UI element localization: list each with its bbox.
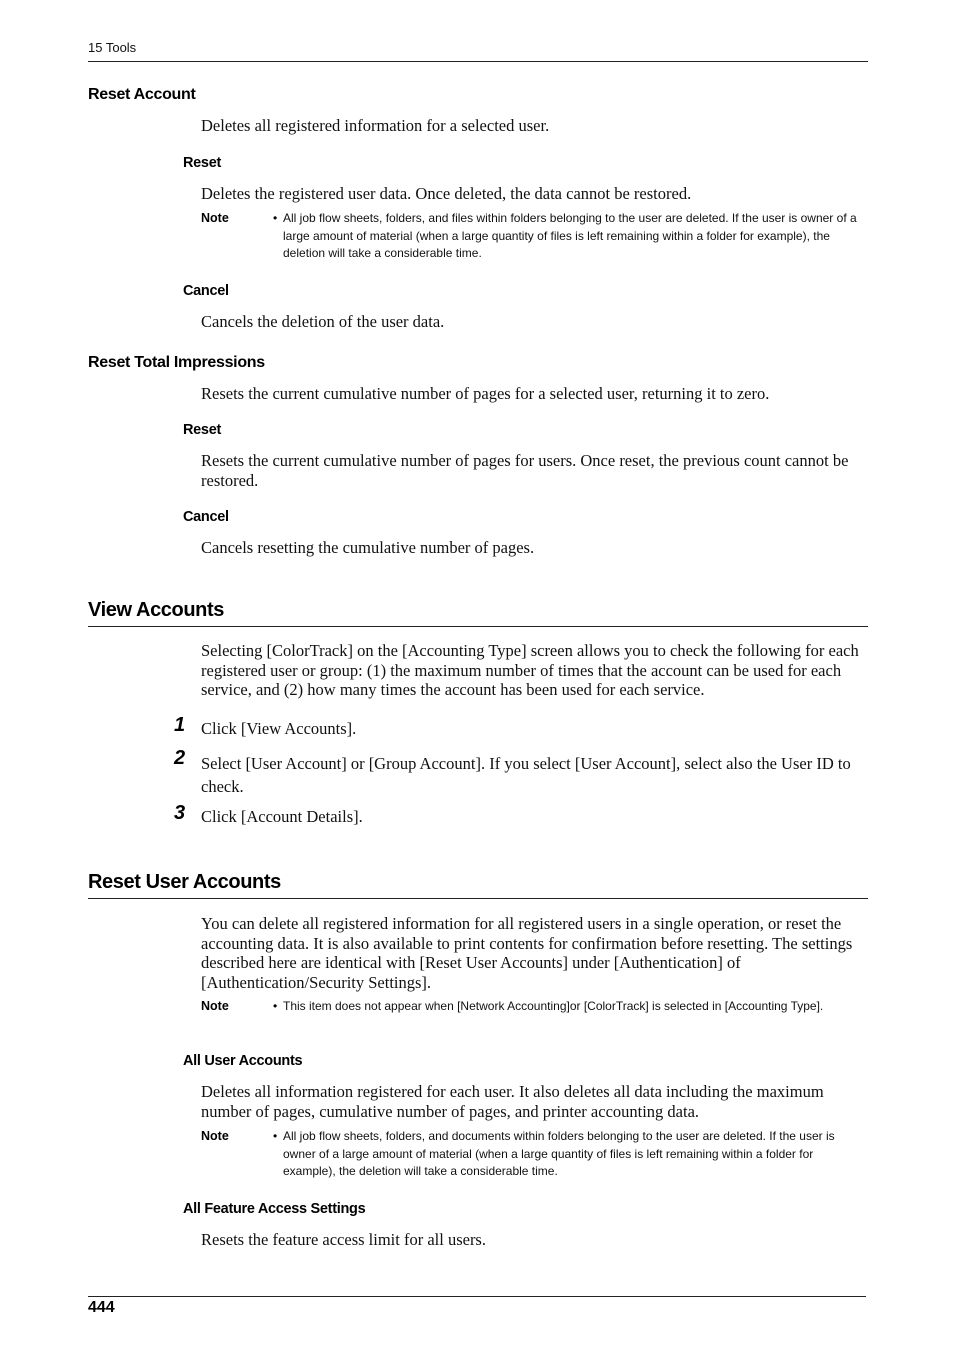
- note-label: Note: [201, 211, 229, 225]
- view-accounts-intro: Selecting [ColorTrack] on the [Accounting Type] screen allows you to check the following for each registered user or group: (1) the maximum number of times that the account can be used for each service, and (2) how many times the account has been used for each service.: [201, 641, 859, 699]
- running-header: 15 Tools: [88, 40, 868, 62]
- footer-rule: [88, 1296, 866, 1297]
- note-label: Note: [201, 1129, 229, 1143]
- note-bullet: •: [273, 211, 278, 225]
- all-feature-access-description: Resets the feature access limit for all users.: [201, 1230, 486, 1249]
- reset-description: Resets the current cumulative number of pages for users. Once reset, the previous count cannot be restored.: [201, 451, 849, 490]
- subheading-all-feature-access-settings: All Feature Access Settings: [183, 1201, 366, 1217]
- reset-description: Deletes the registered user data. Once deleted, the data cannot be restored.: [201, 184, 692, 203]
- reset-user-accounts-intro: You can delete all registered information for all registered users in a single operation, or reset the accounting data. It is also available to print contents for confirmation before resetting. The settings described here are identical with [Reset User Accounts] under [Authentication] of [Authentication/Security Settings].: [201, 914, 853, 992]
- all-user-accounts-description: Deletes all information registered for each user. It also deletes all data including the maximum number of pages, cumulative number of pages, and printer accounting data.: [201, 1082, 824, 1121]
- cancel-description: Cancels the deletion of the user data.: [201, 312, 445, 331]
- subheading-cancel: Cancel: [183, 283, 229, 299]
- note-text: All job flow sheets, folders, and documents within folders belonging to the user are deleted. If the user is owner of a large amount of material (when a large quantity of files is left remaining within a folder for example), the deletion will take a considerable time.: [283, 1129, 835, 1178]
- reset-account-description: Deletes all registered information for a selected user.: [201, 116, 550, 135]
- heading-reset-account: Reset Account: [88, 86, 196, 103]
- step-number: 2: [174, 747, 186, 769]
- step-number: 3: [174, 802, 186, 824]
- heading-view-accounts: View Accounts: [88, 599, 868, 627]
- reset-total-impressions-description: Resets the current cumulative number of pages for a selected user, returning it to zero.: [201, 384, 770, 403]
- note-label: Note: [201, 999, 229, 1013]
- heading-reset-total-impressions: Reset Total Impressions: [88, 354, 265, 371]
- subheading-reset: Reset: [183, 422, 221, 438]
- step-text: Click [View Accounts].: [201, 719, 357, 738]
- step-text: Click [Account Details].: [201, 807, 363, 826]
- note-text: This item does not appear when [Network Accounting]or [ColorTrack] is selected in [Accounting Type].: [283, 999, 824, 1013]
- note-bullet: •: [273, 1129, 278, 1143]
- subheading-all-user-accounts: All User Accounts: [183, 1053, 303, 1069]
- step-number: 1: [174, 714, 186, 736]
- subheading-cancel: Cancel: [183, 509, 229, 525]
- page-number: 444: [88, 1299, 115, 1316]
- subheading-reset: Reset: [183, 155, 221, 171]
- step-text: Select [User Account] or [Group Account]. If you select [User Account], select also the User ID to check.: [201, 754, 851, 796]
- cancel-description: Cancels resetting the cumulative number of pages.: [201, 538, 535, 557]
- heading-reset-user-accounts: Reset User Accounts: [88, 871, 868, 899]
- note-text: All job flow sheets, folders, and files within folders belonging to the user are deleted. If the user is owner of a large amount of material (when a large quantity of files is left remaining within a folder for example), the deletion will take a considerable time.: [283, 211, 857, 260]
- note-bullet: •: [273, 999, 278, 1013]
